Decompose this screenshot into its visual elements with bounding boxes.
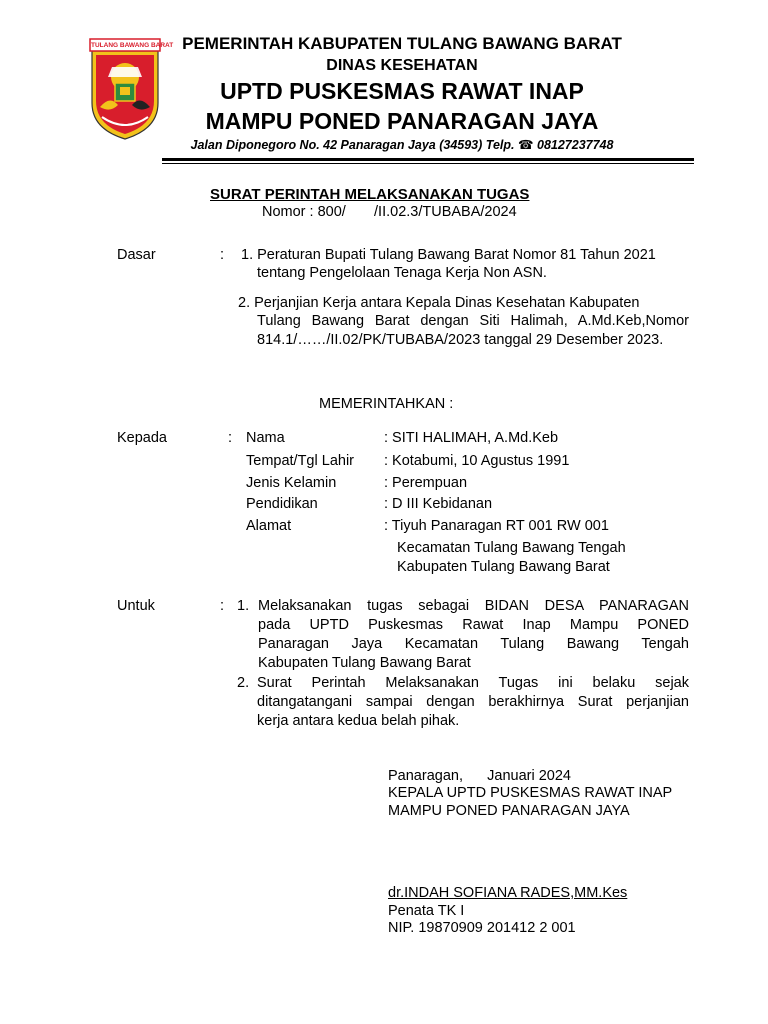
value-alamat-line2: Kecamatan Tulang Bawang Tengah [397,540,626,556]
header-department: DINAS KESEHATAN [326,57,478,74]
letter-number: Nomor : 800/ /II.02.3/TUBABA/2024 [262,204,517,220]
value-pendidikan: : D III Kebidanan [384,496,493,512]
dasar-item2-line1: 2. Perjanjian Kerja antara Kepala Dinas Kesehatan Kabupaten [238,295,640,311]
dasar-label: Dasar [117,247,156,263]
untuk-item1-num: 1. [237,598,250,614]
signatory-name: dr.INDAH SOFIANA RADES,MM.Kes [388,885,628,901]
signature-place-date: Panaragan, Januari 2024 [388,768,571,784]
value-alamat: : Tiyuh Panaragan RT 001 RW 001 [384,518,609,534]
letter-title: SURAT PERINTAH MELAKSANAKAN TUGAS [210,186,530,203]
untuk-item2-num: 2. [237,675,250,691]
signature-position-line1: KEPALA UPTD PUSKESMAS RAWAT INAP [388,785,673,801]
untuk-item1-line2: pada UPTD Puskesmas Rawat Inap Mampu PONED [258,617,689,633]
header-rule-thick [162,158,694,161]
untuk-colon: : [220,598,225,614]
field-nama: Nama [246,430,285,446]
dasar-item1-line1: 1. Peraturan Bupati Tulang Bawang Barat Nomor 81 Tahun 2021 [241,247,656,263]
untuk-item1-line1: Melaksanakan tugas sebagai BIDAN DESA PANARAGAN [258,598,689,614]
dasar-item2-line3: 814.1/……/II.02/PK/TUBABA/2023 tanggal 29 Desember 2023. [257,332,664,348]
memerintahkan-heading: MEMERINTAHKAN : [319,396,454,412]
field-alamat: Alamat [246,518,292,534]
value-jenis-kelamin: : Perempuan [384,475,468,491]
dasar-colon: : [220,247,225,263]
header-uptd-name: MAMPU PONED PANARAGAN JAYA [205,108,599,134]
signatory-nip: NIP. 19870909 201412 2 001 [388,920,576,936]
header-uptd: UPTD PUSKESMAS RAWAT INAP [220,78,584,104]
field-jenis-kelamin: Jenis Kelamin [246,475,337,491]
untuk-item2-line2: ditangatangani sampai dengan berakhirnya Surat perjanjian [257,694,689,710]
untuk-item2-line1: Surat Perintah Melaksanakan Tugas ini belaku sejak [257,675,689,691]
value-tempat-tgl-lahir: : Kotabumi, 10 Agustus 1991 [384,453,570,469]
kepada-label: Kepada [117,430,167,446]
untuk-item1-line3: Panaragan Jaya Kecamatan Tulang Bawang Tengah [258,636,689,652]
field-tempat-tgl-lahir: Tempat/Tgl Lahir [246,453,354,469]
untuk-item1-line4: Kabupaten Tulang Bawang Barat [258,655,471,671]
field-pendidikan: Pendidikan [246,496,318,512]
header-rule-thin [162,163,694,164]
dasar-item2-line2: Tulang Bawang Barat dengan Siti Halimah, A.Md.Keb,Nomor [257,313,689,329]
header-address: Jalan Diponegoro No. 42 Panaragan Jaya (34593) Telp. ☎ 08127237748 [190,138,614,152]
signature-position-line2: MAMPU PONED PANARAGAN JAYA [388,803,630,819]
logo-banner-text: TULANG BAWANG BARAT [91,42,174,49]
signatory-rank: Penata TK I [388,903,465,919]
untuk-label: Untuk [117,598,155,614]
header-government: PEMERINTAH KABUPATEN TULANG BAWANG BARAT [182,34,622,53]
untuk-item2-line3: kerja antara kedua belah pihak. [257,713,460,729]
kepada-colon: : [228,430,233,446]
dasar-item1-line2: tentang Pengelolaan Tenaga Kerja Non ASN. [257,265,547,281]
value-nama: : SITI HALIMAH, A.Md.Keb [384,430,559,446]
value-alamat-line3: Kabupaten Tulang Bawang Barat [397,559,610,575]
